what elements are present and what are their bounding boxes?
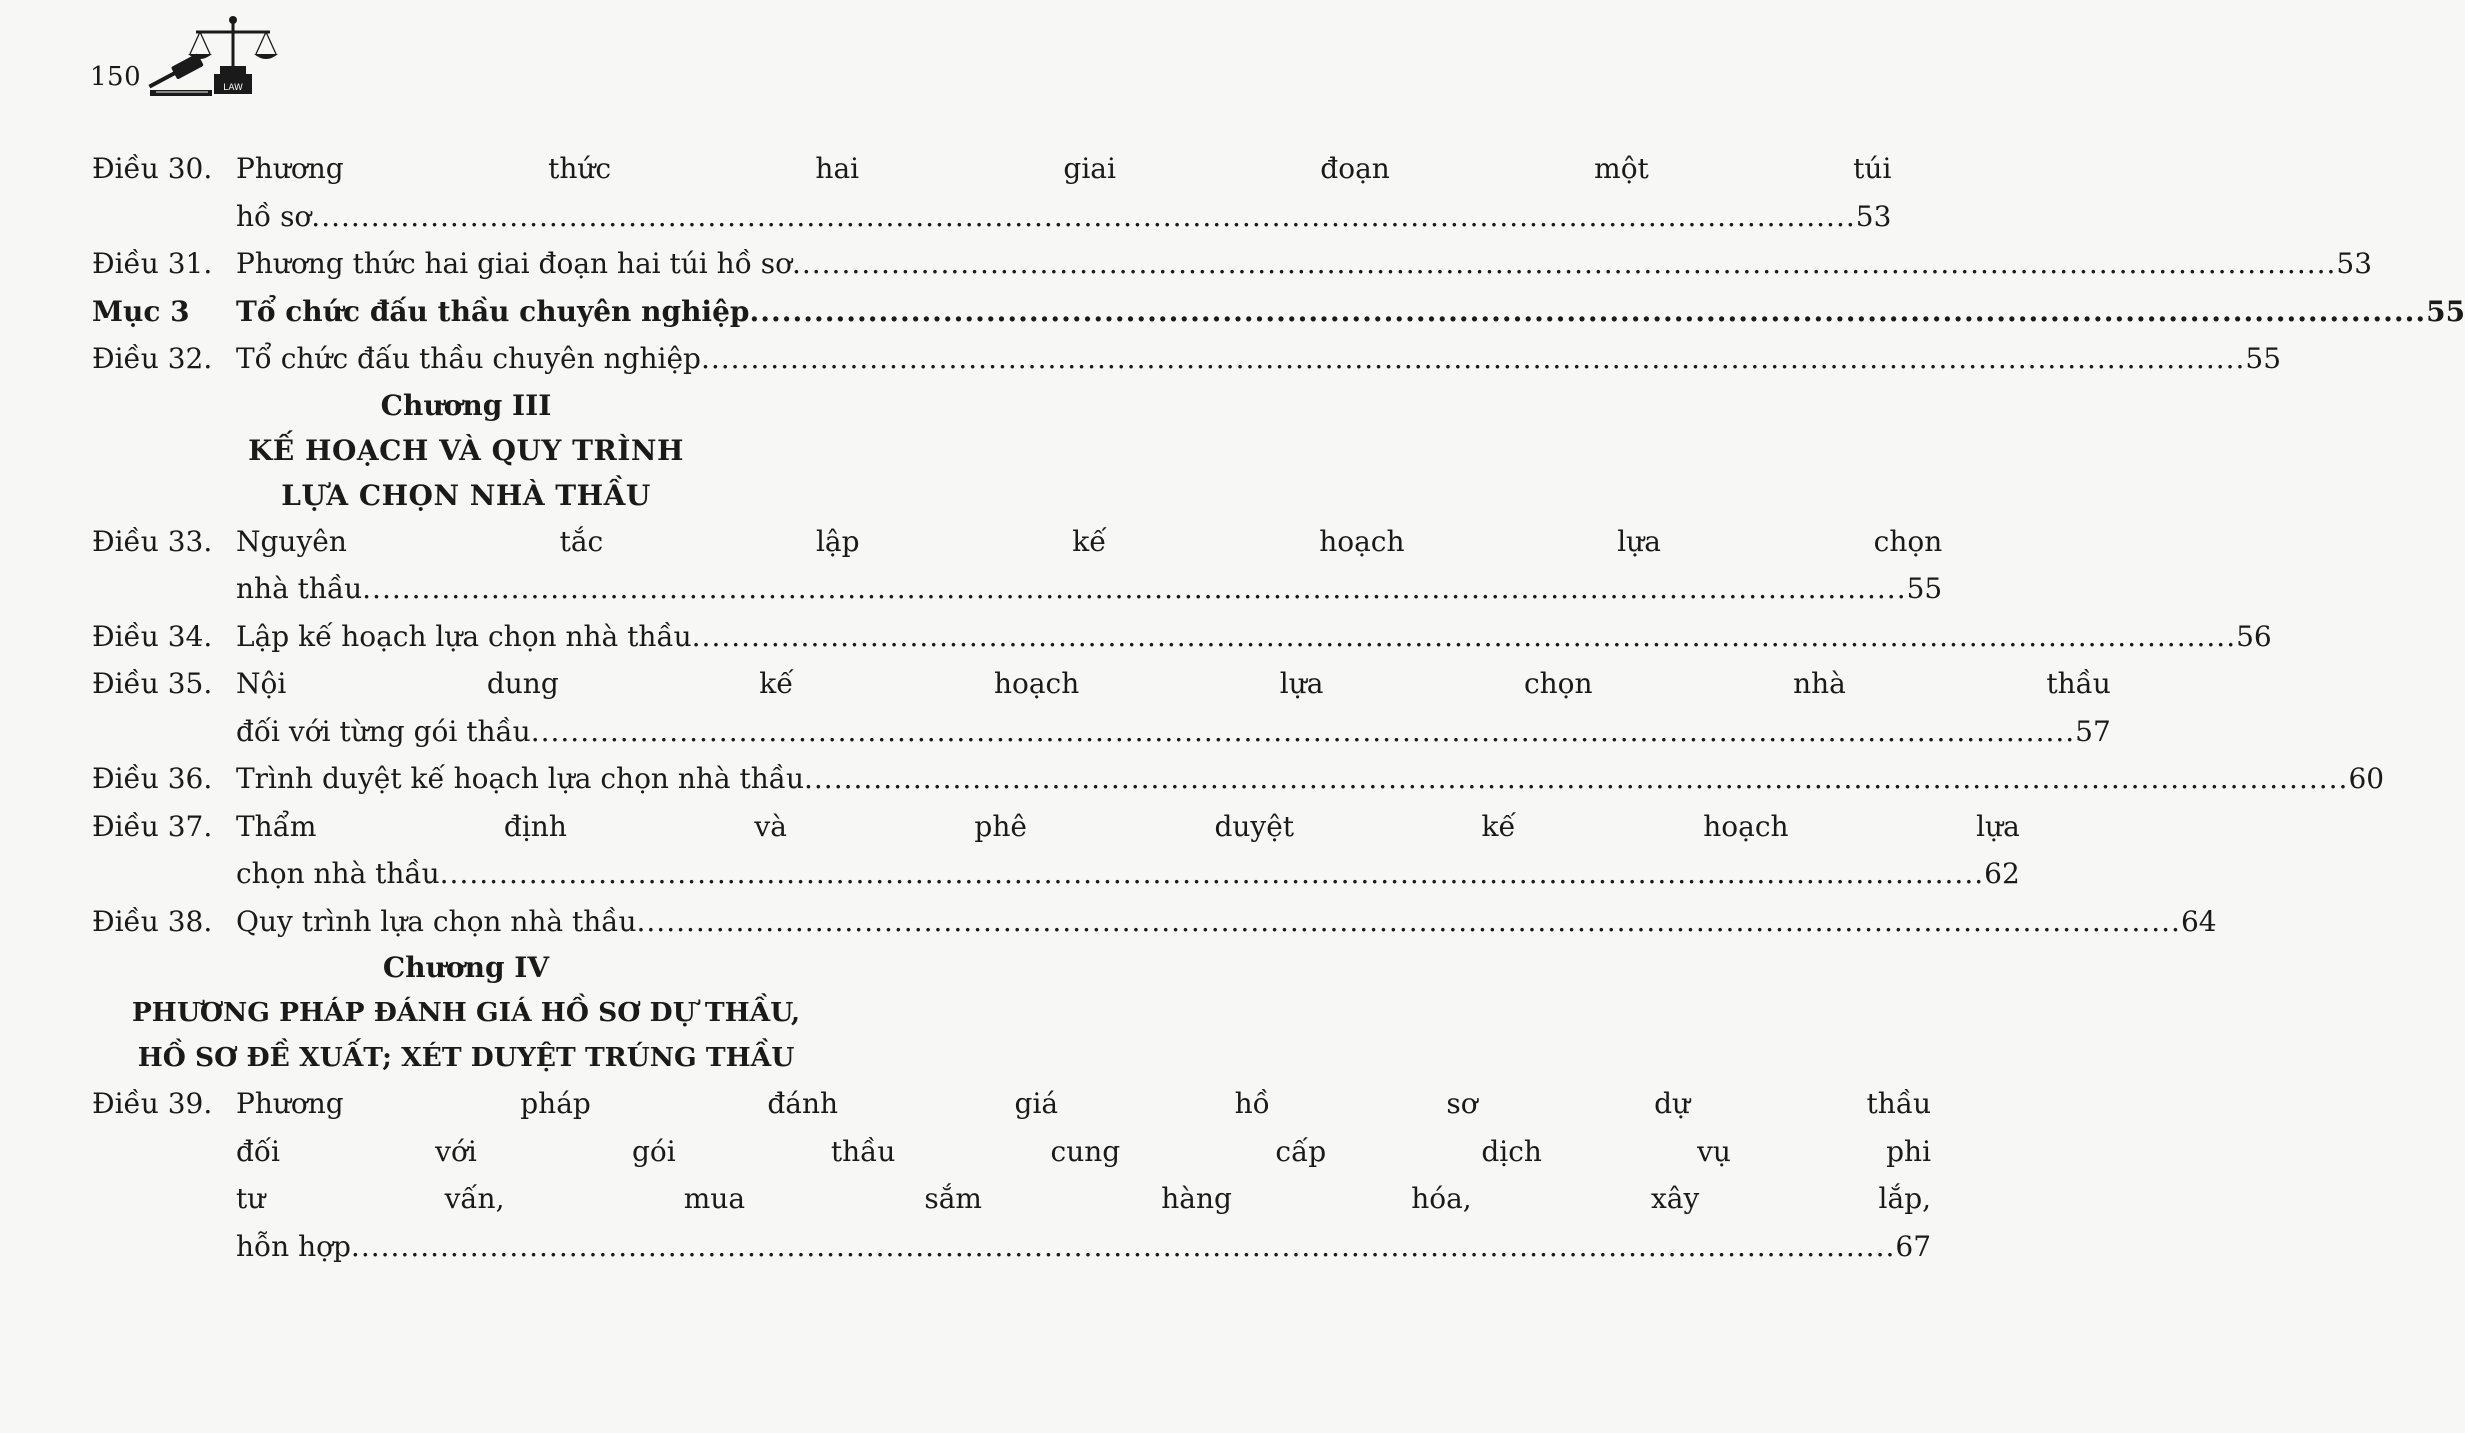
dot-leader <box>749 288 2426 336</box>
entry-title-line <box>236 708 2111 756</box>
entry-label: Điều 39. <box>92 1087 213 1120</box>
entry-title-line: Thẩm định và phê duyệt kế hoạch lựa <box>236 809 2020 843</box>
dot-leader <box>531 708 2075 756</box>
entry-body <box>236 613 2272 661</box>
entry-label: Điều 35. <box>92 667 213 700</box>
entry-title-line: đối với gói thầu cung cấp dịch vụ phi <box>236 1134 1932 1168</box>
page-ref: 60 <box>2348 762 2385 795</box>
chapter-title-line: PHƯƠNG PHÁP ĐÁNH GIÁ HỒ SƠ DỰ THẦU, <box>131 997 801 1028</box>
entry-label: Điều 30. <box>92 152 213 185</box>
entry-label: Điều 37. <box>92 809 213 843</box>
entry-title-line: Phương pháp đánh giá hồ sơ dự thầu <box>236 1087 1932 1120</box>
toc-entry <box>92 660 2111 755</box>
entry-title-text: Phương thức hai giai đoạn hai túi hồ sơ <box>236 247 792 280</box>
entry-title-line <box>236 1223 1931 1271</box>
page-ref: 64 <box>2180 904 2217 938</box>
entry-label: Điều 33. <box>92 524 213 558</box>
toc-entry <box>92 288 2465 336</box>
entry-title-line <box>236 288 2465 336</box>
toc-entry <box>92 755 2385 803</box>
entry-body <box>236 803 2020 898</box>
entry-title-line: Nguyên tắc lập kế hoạch lựa chọn <box>236 524 1943 558</box>
law-scales-gavel-icon <box>148 14 278 99</box>
entry-label: Điều 34. <box>92 619 213 653</box>
dot-leader <box>351 1223 1895 1271</box>
entry-title-line <box>236 240 2372 288</box>
toc-entry <box>92 1080 1932 1270</box>
entry-title-text: Lập kế hoạch lựa chọn nhà thầu <box>236 619 692 653</box>
toc-entry <box>92 803 2020 898</box>
chapter-title-line: KẾ HOẠCH VÀ QUY TRÌNH <box>248 433 684 467</box>
toc-entry <box>92 335 2282 383</box>
entry-title-text: hỗn hợp <box>236 1229 351 1263</box>
page-ref: 67 <box>1895 1229 1932 1263</box>
table-of-contents <box>92 145 2465 1270</box>
entry-title-line <box>236 613 2272 661</box>
page-ref: 53 <box>1855 199 1892 233</box>
entry-title-line: tư vấn, mua sắm hàng hóa, xây lắp, <box>236 1182 1932 1215</box>
toc-entry <box>92 613 2272 661</box>
page-ref: 57 <box>2075 714 2111 748</box>
entry-title-text: Trình duyệt kế hoạch lựa chọn nhà thầu <box>236 762 804 795</box>
entry-body <box>236 1080 1931 1270</box>
chapter-heading: Chương III <box>380 388 552 422</box>
toc-entry <box>92 518 1943 613</box>
page-number: 150 <box>90 62 142 92</box>
dot-leader <box>311 193 1855 241</box>
entry-title-line <box>236 898 2217 946</box>
toc-entry <box>92 898 2217 946</box>
entry-title-text: Tổ chức đấu thầu chuyên nghiệp <box>236 294 750 328</box>
dot-leader <box>804 755 2348 803</box>
chapter-heading: Chương IV <box>382 951 550 984</box>
entry-body <box>236 288 2465 336</box>
dot-leader <box>701 335 2245 383</box>
entry-title-text: Tổ chức đấu thầu chuyên nghiệp <box>236 342 701 375</box>
dot-leader <box>362 565 1906 613</box>
entry-body <box>236 518 1942 613</box>
entry-body <box>236 240 2372 288</box>
entry-label: Điều 38. <box>92 904 213 938</box>
dot-leader <box>692 613 2236 661</box>
page-ref: 55 <box>2426 294 2465 328</box>
page-ref: 53 <box>2336 247 2373 280</box>
entry-title-line <box>236 850 2020 898</box>
page-ref: 62 <box>1984 857 2020 890</box>
entry-title-text: đối với từng gói thầu <box>236 714 531 748</box>
entry-body <box>236 145 1891 240</box>
dot-leader <box>440 850 1984 898</box>
dot-leader <box>637 898 2181 946</box>
entry-title-line: Phương thức hai giai đoạn một túi <box>236 152 1892 185</box>
entry-title-line: Nội dung kế hoạch lựa chọn nhà thầu <box>236 667 2111 700</box>
page-ref: 55 <box>1906 572 1943 605</box>
dot-leader <box>792 240 2336 288</box>
entry-label: Điều 36. <box>92 762 213 795</box>
page-ref: 55 <box>2245 342 2282 375</box>
entry-title-line <box>236 755 2384 803</box>
entry-title-text: Quy trình lựa chọn nhà thầu <box>236 904 637 938</box>
chapter-title-line: HỒ SƠ ĐỀ XUẤT; XÉT DUYỆT TRÚNG THẦU <box>137 1042 795 1073</box>
entry-label: Điều 31. <box>92 247 213 280</box>
toc-entry <box>92 240 2373 288</box>
entry-body <box>236 755 2384 803</box>
page-ref: 56 <box>2236 619 2272 653</box>
entry-title-line <box>236 193 1891 241</box>
chapter-title-line: LỰA CHỌN NHÀ THẦU <box>281 478 651 512</box>
entry-title-line <box>236 565 1942 613</box>
svg-text:LAW: LAW <box>223 83 243 93</box>
entry-body <box>236 898 2217 946</box>
entry-body <box>236 660 2111 755</box>
entry-label: Điều 32. <box>92 342 213 375</box>
entry-title-text: nhà thầu <box>236 572 363 605</box>
entry-title-text: hồ sơ <box>236 199 312 233</box>
entry-title-text: chọn nhà thầu <box>236 857 440 890</box>
entry-label: Mục 3 <box>92 294 190 328</box>
entry-title-line <box>236 335 2281 383</box>
entry-body <box>236 335 2281 383</box>
toc-entry <box>92 145 1892 240</box>
